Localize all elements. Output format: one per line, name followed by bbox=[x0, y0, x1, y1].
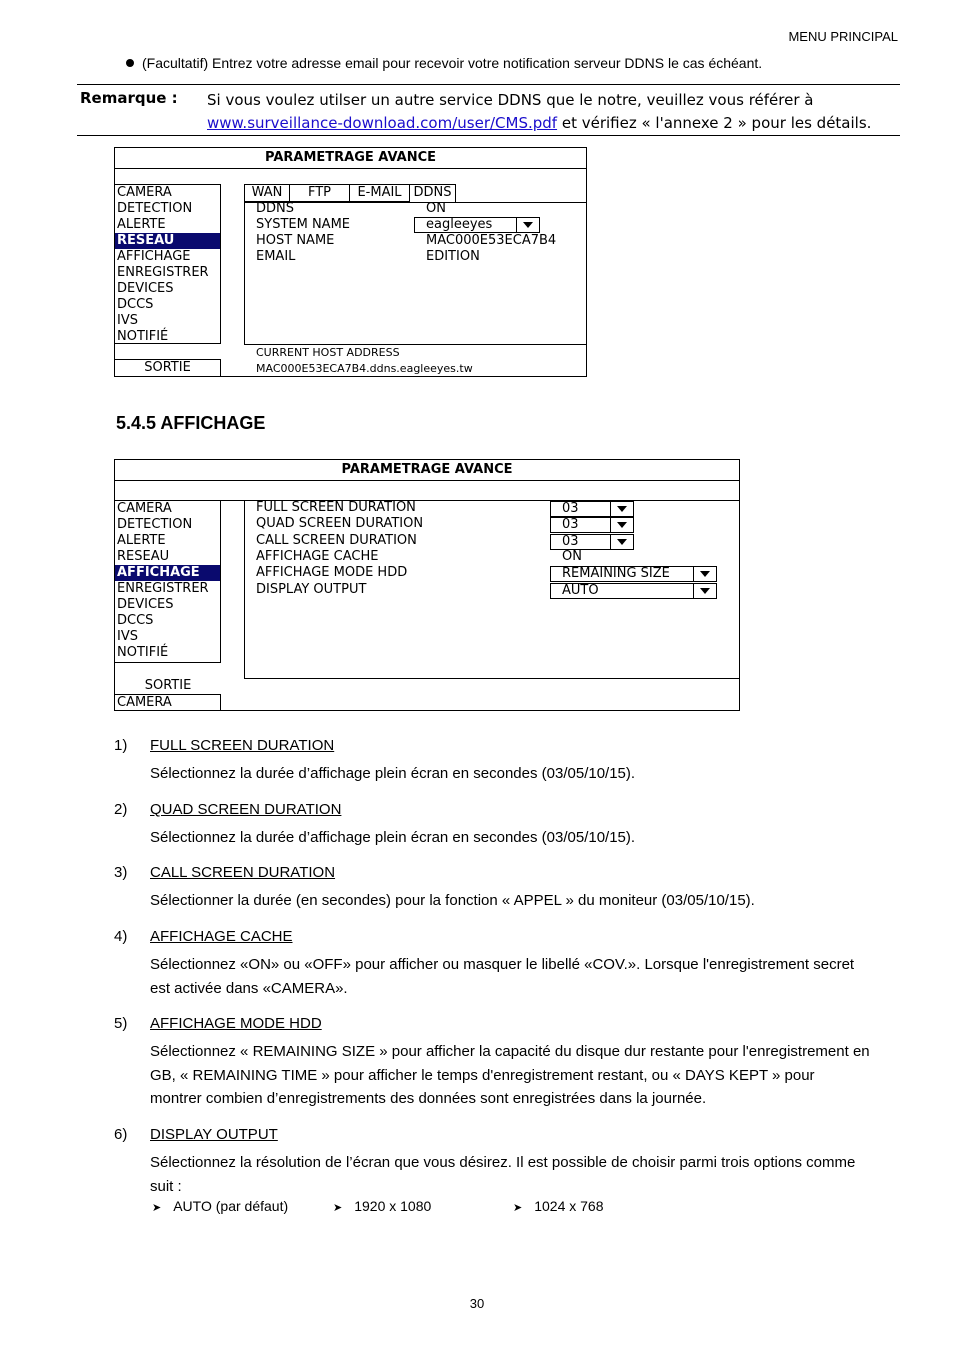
hdd-mode-select[interactable] bbox=[550, 566, 717, 582]
tab-ddns[interactable]: DDNS bbox=[409, 184, 456, 202]
option-label: 1024 x 768 bbox=[534, 1198, 604, 1214]
item-line: est activée dans «CAMERA». bbox=[150, 979, 348, 997]
arrow-bullet-icon: ➤ bbox=[333, 1202, 343, 1214]
note-top-rule bbox=[77, 84, 900, 85]
menu-item-reseau[interactable]: RESEAU bbox=[117, 549, 170, 564]
item-description bbox=[150, 1040, 902, 1111]
network-tabs bbox=[244, 184, 456, 202]
note-text bbox=[207, 89, 871, 135]
menu-item-notifie[interactable]: NOTIFIÉ bbox=[117, 329, 169, 344]
menu-item-alerte[interactable]: ALERTE bbox=[117, 533, 166, 548]
bullet-icon bbox=[126, 59, 134, 67]
hdd-mode-value: REMAINING SIZE bbox=[562, 566, 670, 581]
option-768 bbox=[513, 1198, 604, 1214]
item-description bbox=[150, 762, 902, 786]
host-name-value[interactable]: MAC000E53ECA7B4 bbox=[426, 233, 557, 248]
system-name-select[interactable] bbox=[414, 217, 540, 233]
host-address-value: MAC000E53ECA7B4.ddns.eagleeyes.tw bbox=[256, 362, 473, 375]
item-line: Sélectionnez la durée d’affichage plein écran en secondes (03/05/10/15). bbox=[150, 765, 636, 782]
row-call-screen-label: CALL SCREEN DURATION bbox=[256, 533, 417, 548]
side-menu bbox=[115, 500, 221, 663]
item-title: FULL SCREEN DURATION bbox=[150, 737, 335, 754]
item-line: Sélectionnez la résolution de l’écran que vous désirez. Il est possible de choisir parmi trois options comme bbox=[150, 1154, 856, 1171]
chevron-down-icon bbox=[610, 535, 633, 549]
item-number: 2) bbox=[114, 801, 128, 818]
menu-item-affichage[interactable]: AFFICHAGE bbox=[117, 249, 191, 264]
full-screen-select[interactable] bbox=[550, 501, 634, 517]
menu-item-ivs[interactable]: IVS bbox=[117, 313, 138, 328]
menu-item-devices[interactable]: DEVICES bbox=[117, 597, 174, 612]
menu-item-camera[interactable]: CAMERA bbox=[117, 501, 172, 516]
host-address-label: CURRENT HOST ADDRESS bbox=[256, 346, 400, 359]
note-label: Remarque : bbox=[80, 89, 178, 107]
row-host-name-label: HOST NAME bbox=[256, 233, 335, 248]
note-bottom-rule bbox=[77, 135, 900, 136]
osd-menu-display bbox=[114, 459, 740, 711]
row-system-name-label: SYSTEM NAME bbox=[256, 217, 350, 232]
display-output-value: AUTO bbox=[562, 583, 599, 598]
menu-item-dccs[interactable]: DCCS bbox=[117, 613, 154, 628]
arrow-bullet-icon: ➤ bbox=[152, 1202, 162, 1214]
item-number: 6) bbox=[114, 1126, 128, 1143]
row-ddns-label: DDNS bbox=[256, 201, 294, 216]
item-number: 1) bbox=[114, 737, 128, 754]
menu-item-detection[interactable]: DETECTION bbox=[117, 517, 193, 532]
cache-toggle[interactable]: ON bbox=[562, 549, 582, 564]
note-line-1: Si vous voulez utilser un autre service DDNS que le notre, veuillez vous référer à bbox=[207, 91, 814, 109]
section-title: 5.4.5 AFFICHAGE bbox=[116, 413, 266, 433]
row-hdd-mode-label: AFFICHAGE MODE HDD bbox=[256, 565, 408, 580]
row-cache-label: AFFICHAGE CACHE bbox=[256, 549, 379, 564]
menu-item-alerte[interactable]: ALERTE bbox=[117, 217, 166, 232]
item-description bbox=[150, 953, 902, 1000]
note-line-2 bbox=[207, 112, 871, 135]
tab-email[interactable]: E-MAIL bbox=[349, 184, 409, 202]
item-title: DISPLAY OUTPUT bbox=[150, 1126, 278, 1143]
camera-shortcut[interactable]: CAMERA bbox=[115, 694, 221, 711]
item-number: 5) bbox=[114, 1015, 128, 1032]
item-title: CALL SCREEN DURATION bbox=[150, 864, 336, 881]
item-line: GB, « REMAINING TIME » pour afficher le temps d'enregistrement restant, ou « DAYS KEPT » pour bbox=[150, 1066, 815, 1084]
ddns-toggle[interactable]: ON bbox=[426, 201, 446, 216]
item-title: AFFICHAGE MODE HDD bbox=[150, 1015, 322, 1032]
note-link[interactable]: www.surveillance-download.com/user/CMS.pdf bbox=[207, 114, 558, 132]
item-line: Sélectionnez la durée d’affichage plein écran en secondes (03/05/10/15). bbox=[150, 829, 636, 846]
bullet-item bbox=[126, 55, 762, 71]
note-line-2-rest: et vérifiez « l'annexe 2 » pour les détails. bbox=[557, 114, 872, 132]
row-quad-screen-label: QUAD SCREEN DURATION bbox=[256, 516, 424, 531]
menu-item-camera[interactable]: CAMERA bbox=[117, 185, 172, 200]
menu-item-enregistrer[interactable]: ENREGISTRER bbox=[117, 581, 209, 596]
exit-button[interactable]: SORTIE bbox=[115, 359, 221, 376]
osd-title: PARAMETRAGE AVANCE bbox=[115, 460, 739, 481]
row-display-output-label: DISPLAY OUTPUT bbox=[256, 582, 367, 597]
menu-item-affichage[interactable]: AFFICHAGE bbox=[115, 565, 220, 581]
item-number: 4) bbox=[114, 928, 128, 945]
menu-item-reseau[interactable]: RESEAU bbox=[115, 233, 220, 249]
bullet-text: (Facultatif) Entrez votre adresse email pour recevoir votre notification serveur DDNS le cas échéant. bbox=[142, 55, 763, 71]
row-email-label: EMAIL bbox=[256, 249, 296, 264]
side-menu bbox=[115, 184, 221, 344]
menu-item-ivs[interactable]: IVS bbox=[117, 629, 138, 644]
menu-item-devices[interactable]: DEVICES bbox=[117, 281, 174, 296]
item-title: AFFICHAGE CACHE bbox=[150, 928, 293, 945]
quad-screen-select[interactable] bbox=[550, 517, 634, 533]
chevron-down-icon bbox=[693, 567, 716, 581]
page-number: 30 bbox=[469, 1296, 485, 1311]
item-number: 3) bbox=[114, 864, 128, 881]
chevron-down-icon bbox=[693, 584, 716, 598]
tab-wan[interactable]: WAN bbox=[244, 184, 289, 202]
quad-screen-value: 03 bbox=[562, 517, 579, 532]
item-line: montrer combien d’enregistrements des données sont enregistrées dans la journée. bbox=[150, 1090, 707, 1107]
osd-title: PARAMETRAGE AVANCE bbox=[115, 148, 586, 169]
menu-item-notifie[interactable]: NOTIFIÉ bbox=[117, 645, 169, 660]
running-header: MENU PRINCIPAL bbox=[788, 29, 898, 44]
item-line: Sélectionnez «ON» ou «OFF» pour afficher ou masquer le libellé «COV.». Lorsque l'enregistrement secret bbox=[150, 956, 855, 973]
call-screen-select[interactable] bbox=[550, 534, 634, 550]
item-line: Sélectionnez « REMAINING SIZE » pour afficher la capacité du disque dur restante pour l'enregistrement en bbox=[150, 1043, 870, 1060]
item-description bbox=[150, 889, 902, 913]
option-label: AUTO (par défaut) bbox=[173, 1198, 289, 1214]
arrow-bullet-icon: ➤ bbox=[513, 1202, 523, 1214]
item-line: suit : bbox=[150, 1177, 182, 1195]
option-auto bbox=[152, 1198, 288, 1214]
menu-item-enregistrer[interactable]: ENREGISTRER bbox=[117, 265, 209, 280]
exit-button[interactable]: SORTIE bbox=[144, 678, 192, 693]
osd-menu-network bbox=[114, 147, 587, 377]
row-full-screen-label: FULL SCREEN DURATION bbox=[256, 500, 416, 515]
item-title: QUAD SCREEN DURATION bbox=[150, 801, 342, 818]
system-name-value: eagleeyes bbox=[426, 217, 493, 232]
item-line: Sélectionner la durée (en secondes) pour la fonction « APPEL » du moniteur (03/05/10/15). bbox=[150, 892, 755, 909]
option-label: 1920 x 1080 bbox=[354, 1198, 432, 1214]
tab-ftp[interactable]: FTP bbox=[289, 184, 349, 202]
item-description bbox=[150, 826, 902, 850]
display-output-select[interactable] bbox=[550, 583, 717, 599]
full-screen-value: 03 bbox=[562, 501, 579, 516]
menu-item-dccs[interactable]: DCCS bbox=[117, 297, 154, 312]
call-screen-value: 03 bbox=[562, 534, 579, 549]
item-description bbox=[150, 1151, 902, 1198]
chevron-down-icon bbox=[610, 502, 633, 516]
chevron-down-icon bbox=[610, 518, 633, 532]
menu-item-detection[interactable]: DETECTION bbox=[117, 201, 193, 216]
option-1080 bbox=[333, 1198, 431, 1214]
email-edit[interactable]: EDITION bbox=[426, 249, 480, 264]
chevron-down-icon bbox=[516, 218, 539, 232]
